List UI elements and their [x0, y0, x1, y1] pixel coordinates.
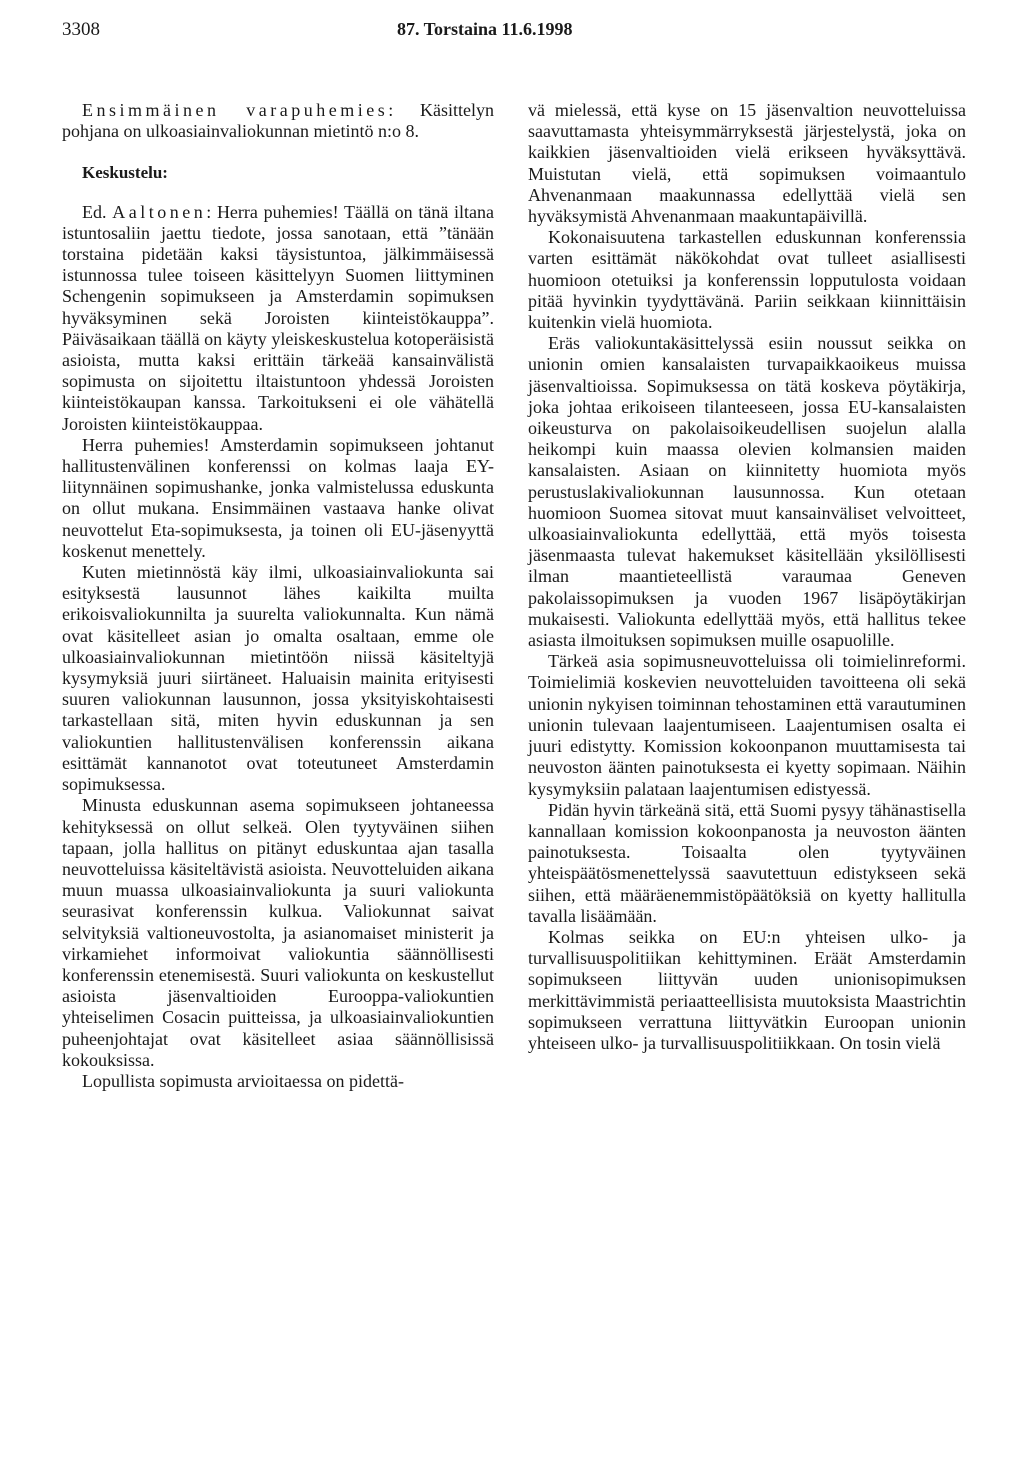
running-head: 87. Torstaina 11.6.1998	[397, 19, 573, 39]
speech-text-1: Herra puhemies! Täällä on tänä iltana istuntosaliin jaettu tiedote, jossa sanotaan, että ”tänään torstaina pidetään kaksi täysistuntoa, jälkimmäisessä istunnossa tulee toiseen käsittelyyn Suomen liittyminen Schengenin sopimukseen ja Amsterdamin sopimuksen hyväksyminen sekä Joroisten kiinteistökauppa”. Päiväsaikaan täällä on käyty yleiskeskustelua kotoperäisistä asioista, mutta kaksi erittäin tärkeää kansainvälistä sopimusta on sijoitettu iltaistuntoon yhdessä Joroisten kiinteistökaupan kanssa. Tarkoitukseni ei ole vähätellä Joroisten kiinteistökauppaa.	[62, 201, 495, 434]
speaker-name: Aaltonen	[112, 201, 207, 222]
speaker-prefix: Ed.	[82, 201, 107, 222]
speech-paragraph-6: vä mielessä, että kyse on 15 jäsenvaltion neuvotteluissa saavuttamasta yhteisymmärryksestä järjestelystä, joka on kaikkien jäsenvaltioiden vielä erikseen hyväksyttävä. Muistutan vielä, että sopimuksen voimaantulo Ahvenanmaan maakunnassa edellyttää vielä sen hyväksymistä Ahvenanmaan maakuntapäivillä.	[528, 100, 966, 227]
page-header	[62, 19, 962, 49]
speech-paragraph-8: Eräs valiokuntakäsittelyssä esiin noussut seikka on unionin omien kansalaisten turvapaikkaoikeus muissa jäsenvaltioissa. Sopimuksessa on tätä koskeva pöytäkirja, joka johtaa erikoiseen tilanteeseen, jossa EU-kansalaisten oikeusturva on pakolaisoikeudellisen suojelun alalla heikompi kuin maassa olevien kolmansien maiden kansalaisten. Asiaan on kiinnitetty huomiota myös perustuslakivaliokunnan lausunnossa. Kun otetaan huomioon Suomea sitovat muut kansainväliset velvoitteet, ulkoasiainvaliokunta edellyttää, että myös toisesta jäsenmaasta tulevat hakemukset käsitellään yksilöllisesti ilman maantieteellistä varaumaa Geneven pakolaissopimuksen ja vuoden 1967 lisäpöytäkirjan mukaisesti. Valiokunta edellyttää myös, että hallitus tekee asiasta ilmoituksen sopimuksen muille osapuolille.	[528, 333, 966, 651]
speech-paragraph-1	[62, 202, 494, 435]
speech-paragraph-2: Herra puhemies! Amsterdamin sopimukseen johtanut hallitustenvälinen konferenssi on kolmas laaja EY-liitynnäinen sopimushanke, jonka valmistelussa eduskunta on ollut mukana. Ensimmäinen vastaava hanke olivat neuvottelut Eta-sopimuksesta, ja toinen oli EU-jäsenyyttä koskenut menettely.	[62, 434, 494, 561]
right-column	[528, 100, 966, 1054]
speech-paragraph-9: Tärkeä asia sopimusneuvotteluissa oli toimielinreformi. Toimielimiä koskevien neuvotteluiden tavoitteena oli sekä unionin nykyisen toiminnan tehostaminen että varautuminen unionin tulevaan laajentumiseen. Laajentumisen osalta ei juuri edistytty. Komission kokoonpanon muuttamisesta tai neuvoston äänten painotuksesta ei kyetty sopimaan. Näihin kysymyksiin palataan laajentumisen edistyessä.	[528, 651, 966, 799]
page-number: 3308	[62, 19, 100, 40]
speech-paragraph-3: Kuten mietinnöstä käy ilmi, ulkoasiainvaliokunta sai esityksestä lausunnot lähes kaikilta muilta erikoisvaliokunnilta ja suurelta valiokunnalta. Kun nämä ovat käsitelleet asian jo omalta osaltaan, emme ole ulkoasiainvaliokunnan mietintöön niissä käsiteltyjä kysymyksiä juuri siirtäneet. Haluaisin mainita erityisesti suuren valiokunnan lausunnon, jossa yksityiskohtaisesti tarkastellaan sitä, miten hyvin eduskunnan ja sen valiokuntien hallitustenvälisen konferenssin aikana esittämät kannanotot ovat toteutuneet Amsterdamin sopimuksessa.	[62, 562, 494, 795]
speech-paragraph-7: Kokonaisuutena tarkastellen eduskunnan konferenssia varten esittämät näkökohdat ovat tulleet asiallisesti huomioon otetuiksi ja konferenssin lopputulosta voidaan pitää hyvinkin tyydyttävänä. Pariin seikkaan kiinnittäisin kuitenkin vielä huomiota.	[528, 227, 966, 333]
speech-paragraph-4: Minusta eduskunnan asema sopimukseen johtaneessa kehityksessä on ollut selkeä. Olen tyytyväinen siihen tapaan, jolla hallitus on pitänyt eduskuntaa ajan tasalla neuvotteluissa käsiteltävistä asioista. Neuvotteluiden aikana muun muassa ulkoasiainvaliokunta ja suuri valiokunta seurasivat konferenssin kulkua. Valiokunnat saivat selvityksiä valtioneuvostolta, ja asianomaiset ministerit ja virkamiehet informoivat valiokuntia säännöllisesti konferenssin etenemisestä. Suuri valiokunta on keskustellut asioista jäsenvaltioiden Eurooppa-valiokuntien yhteiselimen Cosacin puitteissa, ja ulkoasiainvaliokuntien puheenjohtajat ovat käsitelleet asiaa säännöllisissä kokouksissa.	[62, 795, 494, 1070]
left-column	[62, 100, 494, 1092]
chair-speaker: Ensimmäinen varapuhemies:	[82, 100, 397, 120]
chair-statement-paragraph	[62, 100, 494, 142]
section-heading: Keskustelu:	[82, 163, 168, 183]
speech-paragraph-5: Lopullista sopimusta arvioitaessa on pidettä-	[82, 1070, 404, 1091]
speaker-colon: :	[206, 201, 212, 222]
speech-paragraph-10: Pidän hyvin tärkeänä sitä, että Suomi pysyy tähänastisella kannallaan komission kokoonpanosta ja neuvoston äänten painotuksesta. Toisaalta olen tyytyväinen yhteispäätösmenettelyssä saavutettuun edistykseen sekä siihen, että määräenemmistöpäätöksiä on kyetty hallitulla tavalla lisäämään.	[528, 799, 966, 926]
speech-paragraph-11: Kolmas seikka on EU:n yhteisen ulko- ja turvallisuuspolitiikan kehittyminen. Eräät Amsterdamin sopimukseen liittyvän uuden unionisopimuksen merkittävimmistä periaatteellisista muutoksista Maastrichtin sopimukseen verrattuna liittyvätkin Euroopan unionin yhteiseen ulko- ja turvallisuuspolitiikkaan. On tosin vielä	[528, 926, 966, 1053]
chair-statement: Käsittelyn pohjana on ulkoasiainvaliokunnan mietintö n:o 8.	[62, 100, 494, 142]
